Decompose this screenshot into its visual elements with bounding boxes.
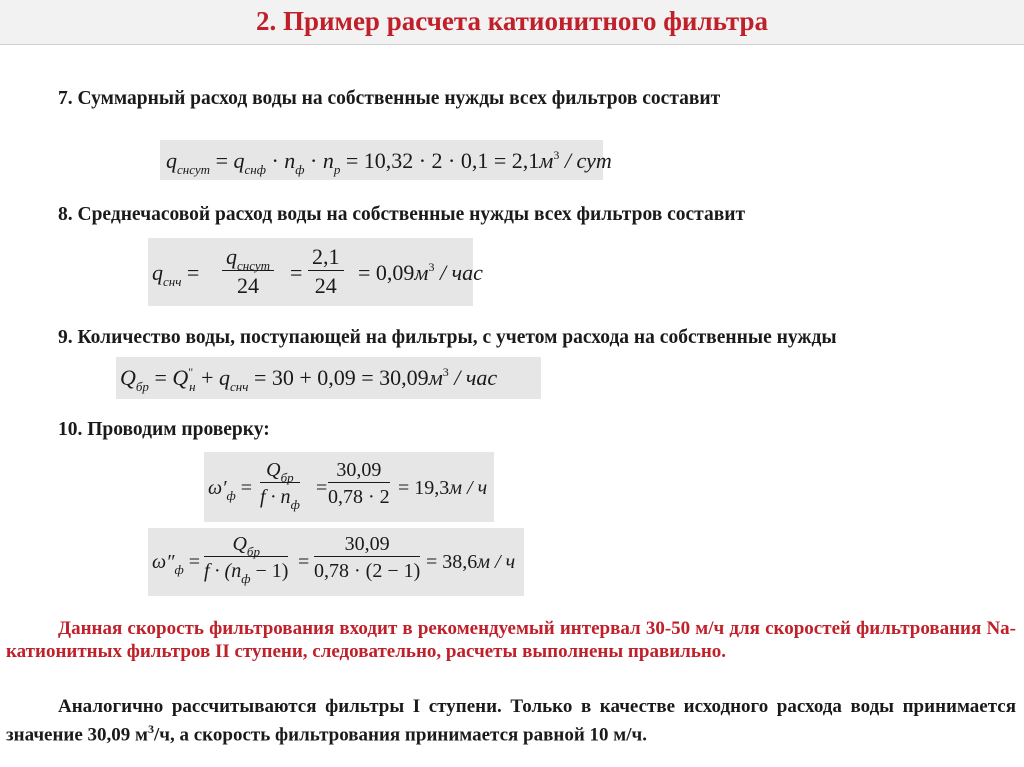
formula-7: $q_{снсут} = q_{снф} \cdot n_ф \cdot n_р = 10,32 \cdot 2 \cdot 0,1 = 2,1м^3$ / сут (160, 140, 603, 180)
title-bar (0, 0, 1024, 45)
formula-8: $q_{снч}$ = $q_{снсут}$ 24 = $\frac{2,1}{24}$ = $0,09м^3$ / час (148, 238, 473, 306)
formula-10b: $\omega''_ф$ = $Q_{бр}$ $f \cdot (n_ф - 1)$ = $\frac{30,09}{0,78 \cdot (2 - 1)}$ = 38,6м / ч (148, 528, 524, 596)
formula-9: $Q_{бр} = Q^"_н + q_{снч} = 30 + 0,09 = 30,09м^3$ / час (116, 357, 541, 399)
step-7-heading: 7. Суммарный расход воды на собственные нужды всех фильтров составит (58, 88, 721, 109)
formula-10a: $\omega'_ф$ = $Q_{бр}$ $f \cdot n_ф$ = $\frac{30,09}{0,78 \cdot 2}$ = 19,3м / ч (204, 452, 494, 522)
page-title: 2. Пример расчета катионитного фильтра (255, 6, 768, 36)
step-10-heading: 10. Проводим проверку: (58, 419, 270, 440)
step-8-heading: 8. Среднечасовой расход воды на собственные нужды всех фильтров составит (58, 204, 746, 225)
step-9-heading: 9. Количество воды, поступающей на фильтры, с учетом расхода на собственные нужды (58, 327, 837, 348)
conclusion-black: Аналогично рассчитываются фильтры I ступени. Только в качестве исходного расхода воды принимается значение 30,09 $м^3/ч$, а скорость фильтрования принимается равной 10 м/ч. (6, 696, 1016, 746)
conclusion-red: Данная скорость фильтрования входит в рекомендуемый интервал 30-50 м/ч для скоростей фильтрования Na-катионитных фильтров II ступени, следовательно, расчеты выполнены правильно. (6, 618, 1016, 662)
